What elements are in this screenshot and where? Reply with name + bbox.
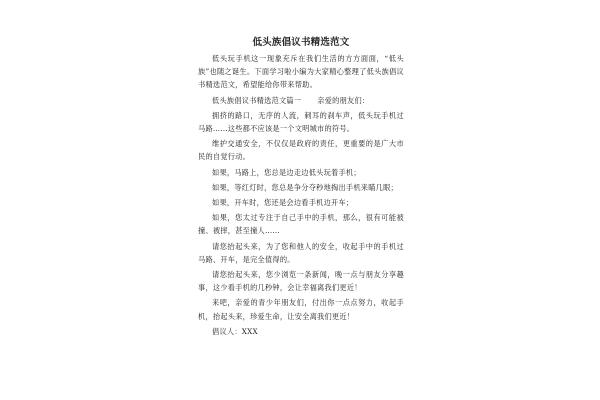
body-paragraph-3: 如果，马路上，您总是边走边低头玩着手机； [212,167,361,177]
body-paragraph-7: 请您抬起头来，为了您和他人的安全，收起手中的手机过马路、开车，是完全值得的。 [198,241,404,264]
section-heading-line [198,94,404,107]
signature: 倡议人：XXX [212,326,258,336]
body-paragraph-8: 请您抬起头来，您少浏览一条新闻，晚一点与朋友分享趣事，这少看手机的几秒钟，会让幸福离我们更近！ [198,270,404,293]
body-paragraph-2: 维护交通安全，不仅仅是政府的责任，更重要的是广大市民的自觉行动。 [198,139,404,162]
body-paragraph-1: 拥挤的路口，无序的人流，刺耳的刹车声，低头玩手机过马路……这些都不应该是一个文明城市的符号。 [198,110,404,134]
document-title: 低头族倡议书精选范文 [252,37,350,48]
salutation: 亲爱的朋友们： [317,95,370,105]
body-paragraph-4: 如果，等红灯时，您总是争分夺秒地掏出手机来瞄几眼； [212,182,398,192]
body-paragraph-6: 如果，您太过专注于自己手中的手机，那么，很有可能被撞、被摔，甚至撞人…… [198,213,404,236]
section-heading: 低头族倡议书精选范文篇一 [212,95,302,105]
body-paragraph-5: 如果，开车时，您还是会边看手机边开车； [212,198,354,208]
intro-paragraph: 低头玩手机这一现象充斥在我们生活的方方面面，“低头族”也随之诞生。下面学习啦小编为大家精心整理了低头族倡议书精选范文，希望能给你带来帮助。 [198,54,404,90]
body-paragraph-9: 来吧，亲爱的青少年朋友们，付出你一点点努力，收起手机，抬起头来，珍爱生命，让安全离我们更近！ [198,298,404,321]
document-page [198,36,404,372]
